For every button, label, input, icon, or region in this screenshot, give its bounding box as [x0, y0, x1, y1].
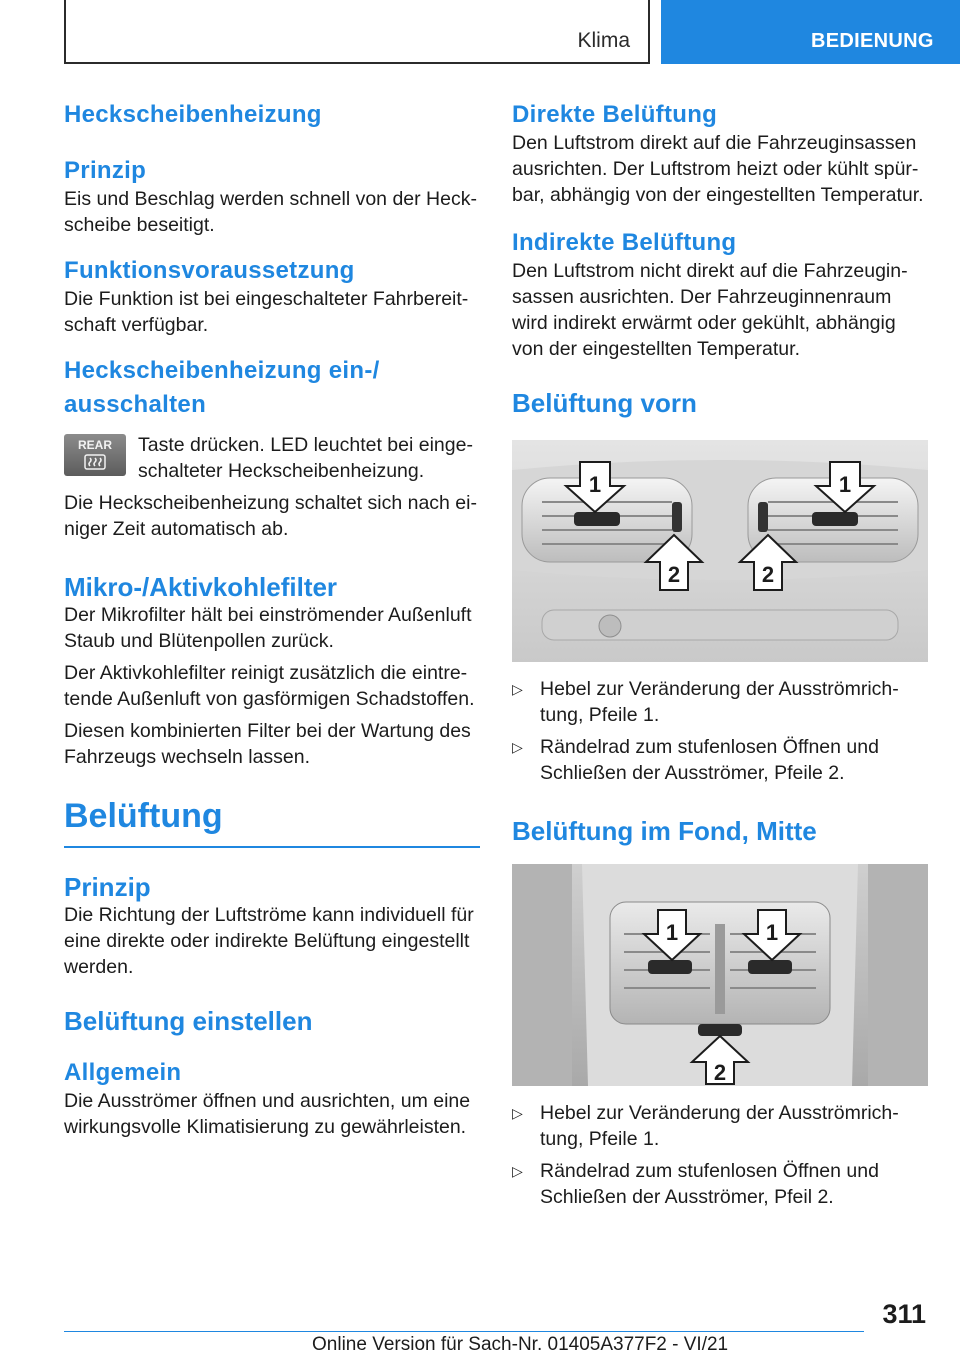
- triangle-bullet-icon: ▷: [512, 1163, 523, 1179]
- bullet-text: Hebel zur Veränderung der Ausströmrich-tung, Pfeile 1.: [540, 1102, 899, 1150]
- bullet-text: Rändelrad zum stufenlosen Öffnen und Schließen der Ausströmer, Pfeil 2.: [540, 1160, 879, 1208]
- list-item: [512, 734, 928, 786]
- rear-window-defrost-icon: [64, 434, 126, 476]
- text-taste-druecken: Taste drücken. LED leuchtet bei einge-schalteter Heckscheibenheizung.: [138, 434, 473, 482]
- text-automatisch-ab: Die Heckscheibenheizung schaltet sich nach ei-niger Zeit automatisch ab.: [64, 492, 477, 540]
- footer-rule: [64, 1331, 864, 1332]
- photo-rear-vents: [512, 864, 928, 1086]
- heading-heckscheibenheizung: Heckscheibenheizung: [64, 101, 322, 128]
- triangle-bullet-icon: ▷: [512, 1105, 523, 1121]
- callout-label: 1: [588, 472, 602, 497]
- photo-front-vents: [512, 440, 928, 662]
- heading-rule: [64, 846, 480, 848]
- rear-button-row: [64, 432, 480, 484]
- text-prinzip-1: Eis und Beschlag werden schnell von der Heck-scheibe beseitigt.: [64, 188, 477, 236]
- header-section-box: [64, 0, 650, 64]
- heading-allgemein: Allgemein: [64, 1059, 182, 1086]
- triangle-bullet-icon: ▷: [512, 681, 523, 697]
- heading-prinzip-2: Prinzip: [64, 872, 151, 902]
- text-direkte-belueftung: Den Luftstrom direkt auf die Fahrzeuginsassen ausrichten. Der Luftstrom heizt oder kühlt spür-bar, abhängig von der eingestellten Temperatur.: [512, 132, 924, 206]
- text-filter-1: Der Mikrofilter hält bei einströmender Außenluft Staub und Blütenpollen zurück.: [64, 604, 472, 652]
- callout-label: 2: [667, 562, 681, 587]
- text-filter-2: Der Aktivkohlefilter reinigt zusätzlich die eintre-tende Außenluft von gasförmigen Schadstoffen.: [64, 662, 475, 710]
- page-number: 311: [882, 1299, 926, 1329]
- footer-text: Online Version für Sach-Nr. 01405A377F2 - VI/21: [312, 1334, 729, 1355]
- heading-indirekte-belueftung: Indirekte Belüftung: [512, 229, 737, 256]
- heading-heckscheibenheizung-einaus: Heckscheibenheizung ein-/ ausschalten: [64, 357, 380, 418]
- list-item: [512, 1158, 928, 1210]
- heading-direkte-belueftung: Direkte Belüftung: [512, 101, 718, 128]
- heading-prinzip-1: Prinzip: [64, 157, 147, 184]
- header-section-label: Klima: [577, 29, 630, 52]
- callout-label: 2: [713, 1060, 727, 1085]
- text-filter-3: Diesen kombinierten Filter bei der Wartung des Fahrzeugs wechseln lassen.: [64, 720, 471, 768]
- text-indirekte-belueftung: Den Luftstrom nicht direkt auf die Fahrzeugin-sassen ausrichten. Der Fahrzeuginnenraum wird indirekt erwärmt oder gekühlt, abhängig von der eingestellten Temperatur.: [512, 260, 908, 360]
- bullet-text: Hebel zur Veränderung der Ausströmrich-tung, Pfeile 1.: [540, 678, 899, 726]
- heading-belueftung-einstellen: Belüftung einstellen: [64, 1006, 313, 1036]
- list-item: [512, 1100, 928, 1152]
- heading-mikro-aktivkohlefilter: Mikro-/Aktivkohlefilter: [64, 572, 338, 602]
- text-prinzip-2: Die Richtung der Luftströme kann individuell für eine direkte oder indirekte Belüftung eingestellt werden.: [64, 904, 474, 978]
- left-column: [64, 98, 480, 1140]
- header-chapter-label: BEDIENUNG: [811, 30, 934, 52]
- list-item: [512, 676, 928, 728]
- defrost-waves-icon: [64, 434, 126, 476]
- triangle-bullet-icon: ▷: [512, 739, 523, 755]
- text-funktionsvoraussetzung: Die Funktion ist bei eingeschalteter Fahrbereit-schaft verfügbar.: [64, 288, 469, 336]
- callout-label: 1: [665, 920, 679, 945]
- callout-label: 1: [838, 472, 852, 497]
- callout-label: 1: [765, 920, 779, 945]
- header-chapter-tab: [661, 0, 960, 64]
- heading-belueftung: Belüftung: [64, 797, 223, 835]
- bullet-text: Rändelrad zum stufenlosen Öffnen und Schließen der Ausströmer, Pfeile 2.: [540, 736, 879, 784]
- heading-funktionsvoraussetzung: Funktionsvoraussetzung: [64, 257, 355, 284]
- rear-button-label: REAR: [77, 438, 112, 452]
- right-column: [512, 98, 928, 1210]
- heading-belueftung-fond: Belüftung im Fond, Mitte: [512, 816, 817, 846]
- heading-belueftung-vorn: Belüftung vorn: [512, 388, 697, 418]
- callout-label: 2: [761, 562, 775, 587]
- text-allgemein: Die Ausströmer öffnen und ausrichten, um eine wirkungsvolle Klimatisierung zu gewährleisten.: [64, 1090, 471, 1138]
